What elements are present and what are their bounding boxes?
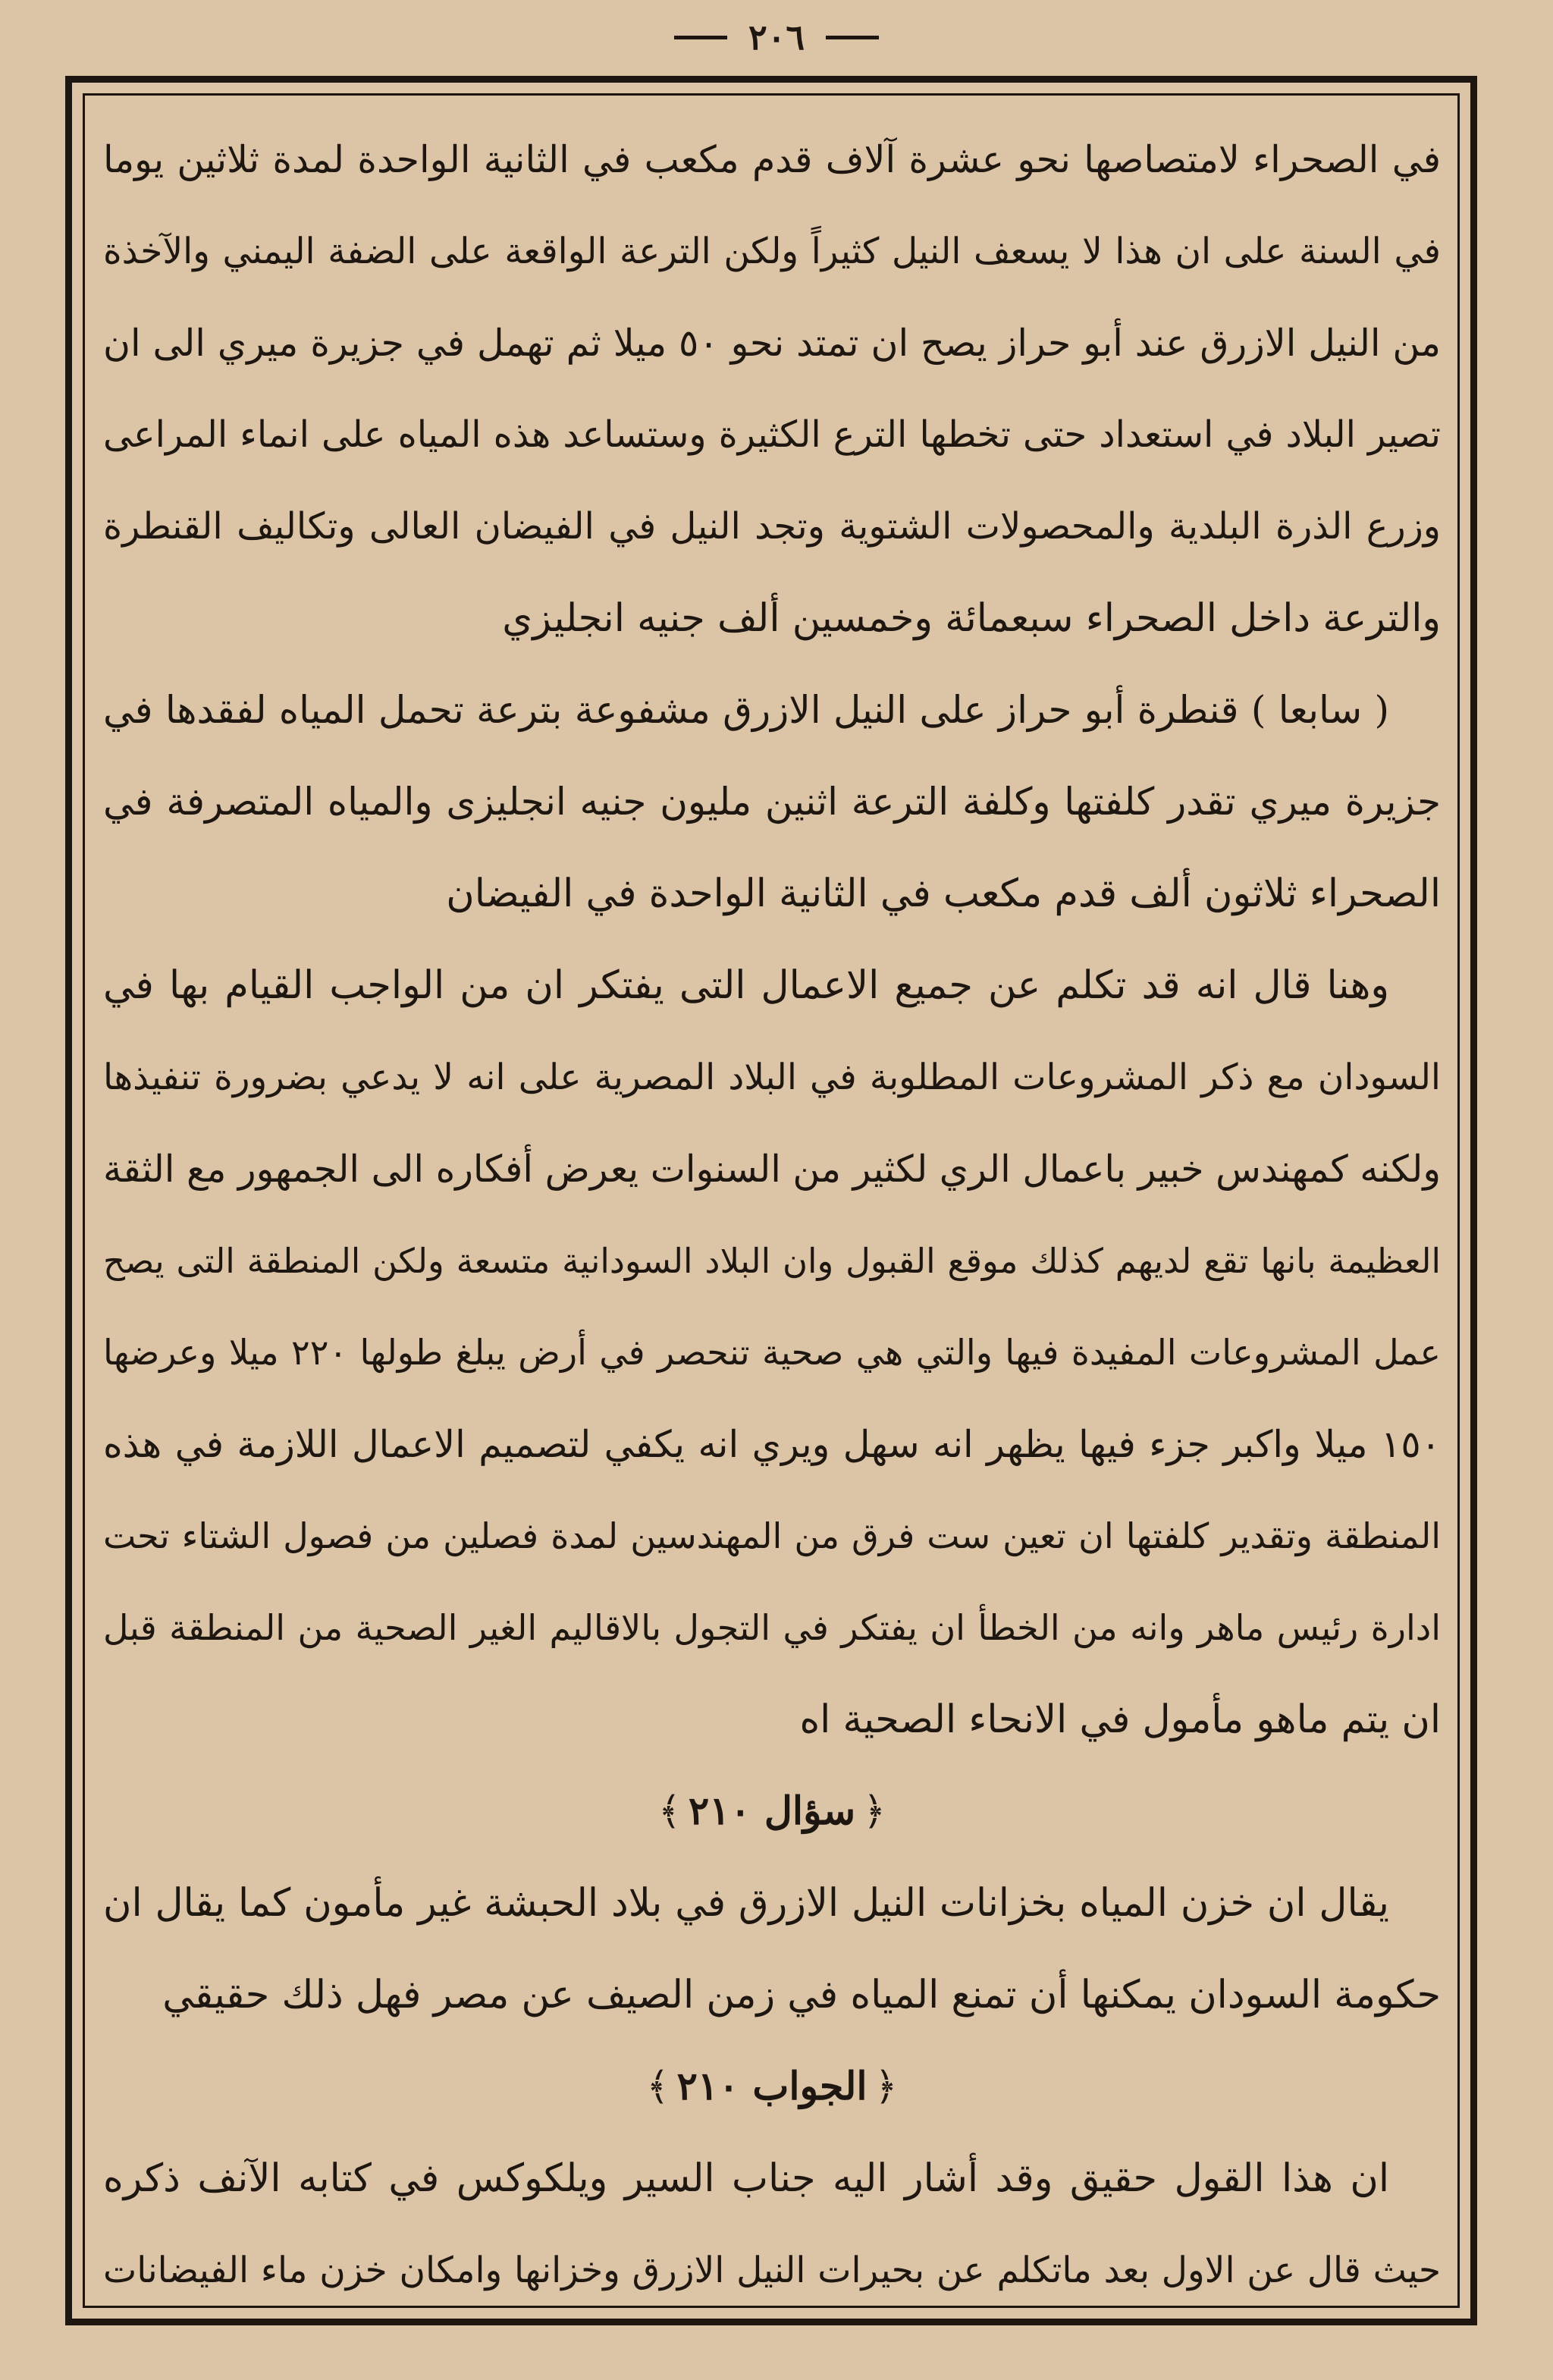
paragraph-start-line: ان هذا القول حقيق وقد أشار اليه جناب السير ويلكوكس في كتابه الآنف ذكره <box>103 2156 1389 2201</box>
paragraph-start-line: ( سابعا ) قنطرة أبو حراز على النيل الازرق مشفوعة بترعة تحمل المياه لفقدها في <box>103 688 1389 732</box>
answer-heading <box>103 2041 1441 2133</box>
text-line: وزرع الذرة البلدية والمحصولات الشتوية وتجد النيل في الفيضان العالى وتكاليف القنطرة <box>103 505 1441 548</box>
text-line: ادارة رئيس ماهر وانه من الخطأ ان يفتكر في التجول بالاقاليم الغير الصحية من المنطقة قبل <box>103 1607 1441 1648</box>
question-heading <box>103 1766 1441 1857</box>
text-line: والترعة داخل الصحراء سبعمائة وخمسين ألف جنيه انجليزي <box>502 596 1441 641</box>
text-line: ولكنه كمهندس خبير باعمال الري لكثير من السنوات يعرض أفكاره الى الجمهور مع الثقة <box>103 1148 1441 1191</box>
ornament-close: ﴾ <box>657 1789 681 1834</box>
header-dash-right <box>826 36 879 39</box>
text-line: السودان مع ذكر المشروعات المطلوبة في البلاد المصرية على انه لا يدعي بضرورة تنفيذها <box>103 1057 1441 1098</box>
paragraph-start-line: يقال ان خزن المياه بخزانات النيل الازرق في بلاد الحبشة غير مأمون كما يقال ان <box>103 1881 1389 1926</box>
text-line: المنطقة وتقدير كلفتها ان تعين ست فرق من المهندسين لمدة فصلين من فصول الشتاء تحت <box>103 1515 1441 1556</box>
body-text <box>103 114 1441 2316</box>
ornament-close: ﴾ <box>646 2064 670 2109</box>
text-line: من النيل الازرق عند أبو حراز يصح ان تمتد نحو ٥٠ ميلا ثم تهمل في جزيرة ميري الى ان <box>103 322 1441 365</box>
text-line: حكومة السودان يمكنها أن تمنع المياه في زمن الصيف عن مصر فهل ذلك حقيقي <box>162 1973 1441 2017</box>
question-heading-label: سؤال ٢١٠ <box>688 1788 856 1834</box>
text-line: الصحراء ثلاثون ألف قدم مكعب في الثانية الواحدة في الفيضان <box>446 871 1441 916</box>
page-header <box>0 11 1553 64</box>
answer-heading-label: الجواب ٢١٠ <box>676 2064 867 2109</box>
text-line: جزيرة ميري تقدر كلفتها وكلفة الترعة اثنين مليون جنيه انجليزى والمياه المتصرفة في <box>103 780 1441 824</box>
text-line: حيث قال عن الاول بعد ماتكلم عن بحيرات النيل الازرق وخزانها وامكان خزن ماء الفيضانات <box>103 2250 1441 2291</box>
text-line: في السنة على ان هذا لا يسعف النيل كثيراً ولكن الترعة الواقعة على الضفة اليمني والآخذة <box>103 231 1441 272</box>
page-number: ٢٠٦ <box>748 17 805 58</box>
text-line: في الصحراء لامتصاصها نحو عشرة آلاف قدم مكعب في الثانية الواحدة لمدة ثلاثين يوما <box>103 138 1441 181</box>
text-line: ان يتم ماهو مأمول في الانحاء الصحية اه <box>799 1697 1441 1742</box>
text-line: عمل المشروعات المفيدة فيها والتي هي صحية تنحصر في أرض يبلغ طولها ٢٢٠ ميلا وعرضها <box>103 1332 1441 1373</box>
ornament-open: ﴿ <box>863 1789 886 1834</box>
ornament-open: ﴿ <box>874 2064 898 2109</box>
text-line: ١٥٠ ميلا واكبر جزء فيها يظهر انه سهل ويري انه يكفي لتصميم الاعمال اللازمة في هذه <box>103 1423 1441 1466</box>
paragraph-start-line: وهنا قال انه قد تكلم عن جميع الاعمال التى يفتكر ان من الواجب القيام بها في <box>103 963 1389 1008</box>
text-line: العظيمة بانها تقع لديهم كذلك موقع القبول وان البلاد السودانية متسعة ولكن المنطقة التى يصح <box>103 1241 1441 1281</box>
header-dash-left <box>674 36 727 39</box>
text-line: تصير البلاد في استعداد حتى تخطها الترع الكثيرة وستساعد هذه المياه على انماء المراعى <box>103 413 1441 456</box>
